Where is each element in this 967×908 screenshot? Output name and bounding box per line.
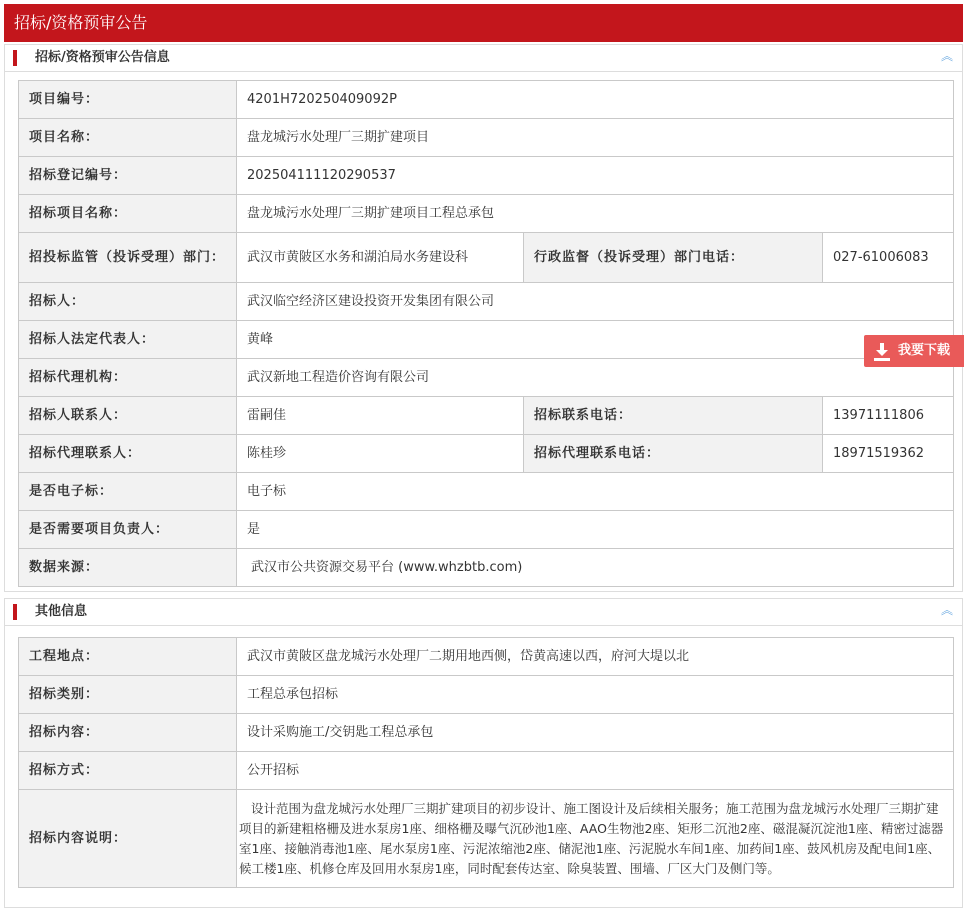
label-project-name: 项目名称： [19,119,237,157]
chevron-up-double-icon[interactable]: ︽ [940,603,953,617]
value-contact: 雷嗣佳 [237,397,524,435]
label-contact-phone: 招标联系电话： [524,397,823,435]
value-source: 武汉市公共资源交易平台 (www.whzbtb.com) [237,549,954,587]
table-row [19,321,954,359]
value-contact-phone: 13971111806 [823,397,954,435]
label-contact: 招标人联系人： [19,397,237,435]
value-bid-project-name: 盘龙城污水处理厂三期扩建项目工程总承包 [237,195,954,233]
value-e-bid: 电子标 [237,473,954,511]
label-legal-rep: 招标人法定代表人： [19,321,237,359]
section-marker [13,50,17,66]
label-e-bid: 是否电子标： [19,473,237,511]
section-title: 招标/资格预审公告信息 [35,50,170,65]
other-info-table [18,637,954,888]
label-supervisor: 招投标监管（投诉受理）部门： [19,233,237,283]
table-row [19,397,954,435]
label-agency: 招标代理机构： [19,359,237,397]
section-other-info [4,598,963,908]
table-row [19,638,954,676]
table-row [19,233,954,283]
value-reg-no: 202504111120290537 [237,157,954,195]
value-legal-rep: 黄峰 [237,321,954,359]
label-supervisor-phone: 行政监督（投诉受理）部门电话： [524,233,823,283]
label-agency-contact-phone: 招标代理联系电话： [524,435,823,473]
value-agency-contact-phone: 18971519362 [823,435,954,473]
table-row [19,549,954,587]
table-row [19,81,954,119]
table-row [19,283,954,321]
value-project-no: 4201H720250409092P [237,81,954,119]
chevron-up-double-icon[interactable]: ︽ [940,49,953,63]
label-source: 数据来源： [19,549,237,587]
value-agency: 武汉新地工程造价咨询有限公司 [237,359,954,397]
label-location: 工程地点： [19,638,237,676]
table-row [19,119,954,157]
label-category: 招标类别： [19,676,237,714]
label-need-manager: 是否需要项目负责人： [19,511,237,549]
label-description: 招标内容说明： [19,790,237,888]
value-supervisor-phone: 027-61006083 [823,233,954,283]
section-title: 其他信息 [35,604,88,619]
label-method: 招标方式： [19,752,237,790]
label-content: 招标内容： [19,714,237,752]
section-announcement-info [4,44,963,592]
label-reg-no: 招标登记编号： [19,157,237,195]
section-header [5,45,962,72]
label-tenderer: 招标人： [19,283,237,321]
value-tenderer: 武汉临空经济区建设投资开发集团有限公司 [237,283,954,321]
value-location: 武汉市黄陂区盘龙城污水处理厂二期用地西侧，岱黄高速以西，府河大堤以北 [237,638,954,676]
announcement-info-table [18,80,954,587]
section-marker [13,604,17,620]
value-method: 公开招标 [237,752,954,790]
download-button[interactable] [864,335,964,367]
value-description: 设计范围为盘龙城污水处理厂三期扩建项目的初步设计、施工图设计及后续相关服务；施工范围为盘龙城污水处理厂三期扩建项目的新建粗格栅及进水泵房1座、细格栅及曝气沉砂池1座、AAO生物池2座、矩形二沉池2座、磁混凝沉淀池1座、精密过滤器室1座、接触消毒池1座、尾水泵房1座、污泥浓缩池2座、储泥池1座、污泥脱水车间1座、加药间1座、鼓风机房及配电间1座、候工楼1座、机修仓库及回用水泵房1座，同时配套传达室、除臭装置、围墙、厂区大门及侧门等。 [237,790,954,888]
table-row [19,714,954,752]
table-row [19,195,954,233]
table-row [19,157,954,195]
download-icon [874,342,890,360]
table-row [19,473,954,511]
value-supervisor: 武汉市黄陂区水务和湖泊局水务建设科 [237,233,524,283]
label-project-no: 项目编号： [19,81,237,119]
value-category: 工程总承包招标 [237,676,954,714]
value-agency-contact: 陈桂珍 [237,435,524,473]
page-title: 招标/资格预审公告 [4,4,963,42]
table-row [19,752,954,790]
table-row [19,790,954,888]
label-agency-contact: 招标代理联系人： [19,435,237,473]
table-row [19,676,954,714]
table-row [19,511,954,549]
value-need-manager: 是 [237,511,954,549]
value-content: 设计采购施工/交钥匙工程总承包 [237,714,954,752]
table-row [19,435,954,473]
label-bid-project-name: 招标项目名称： [19,195,237,233]
value-project-name: 盘龙城污水处理厂三期扩建项目 [237,119,954,157]
section-header [5,599,962,626]
table-row [19,359,954,397]
download-label: 我要下载 [898,343,951,358]
